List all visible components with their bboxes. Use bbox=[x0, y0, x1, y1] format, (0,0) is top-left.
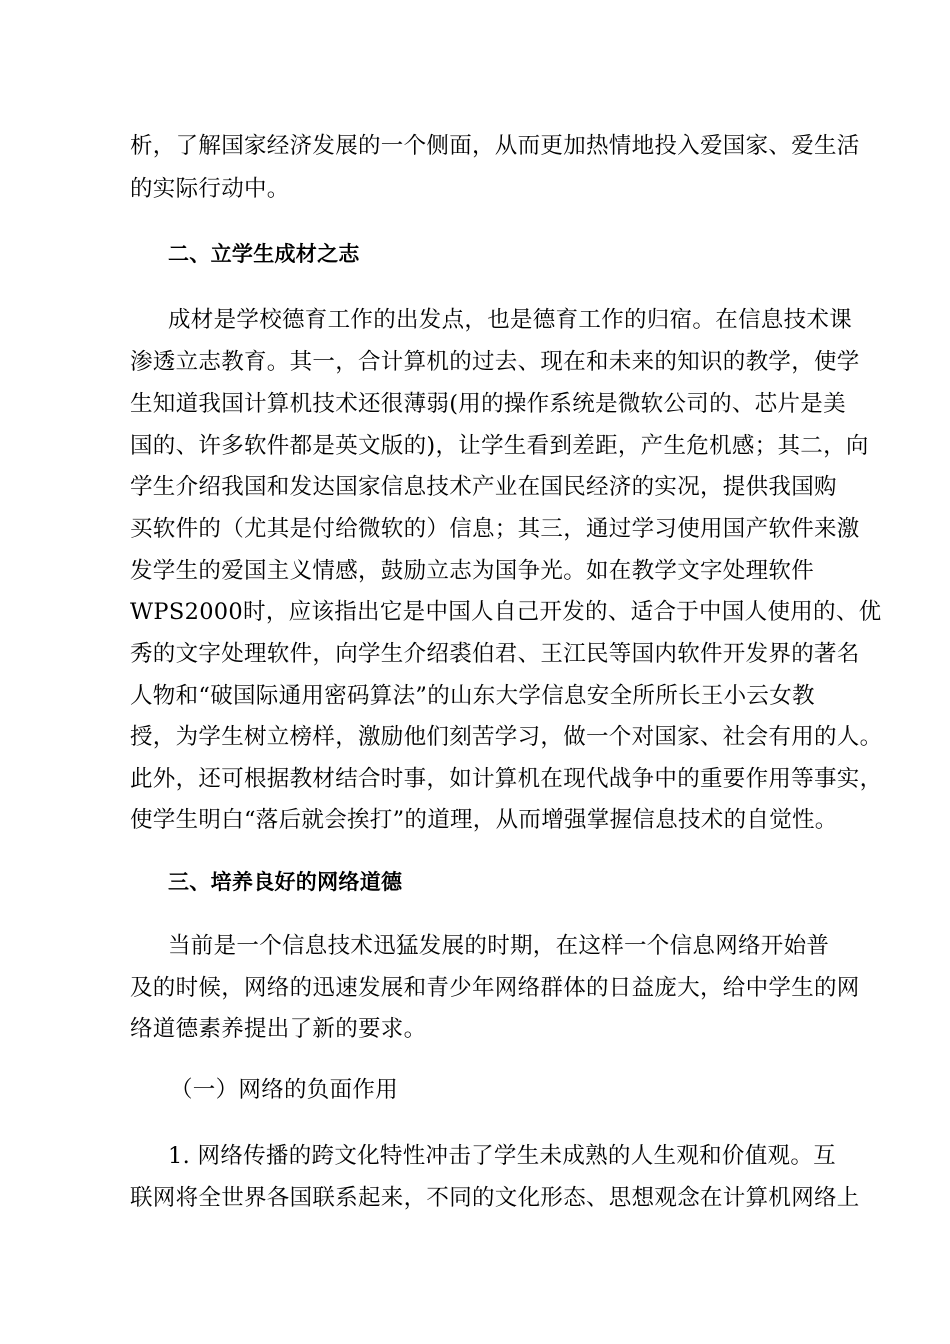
section-2-line-2: 渗透立志教育。其一，合计算机的过去、现在和未来的知识的教学，使学 bbox=[130, 349, 860, 375]
section-2-line-11: 授，为学生树立榜样，激励他们刻苦学习，做一个对国家、社会有用的人。 bbox=[130, 724, 883, 750]
section-3-heading: 三、培养良好的网络道德 bbox=[168, 870, 403, 894]
section-2-line-3: 生知道我国计算机技术还很薄弱(用的操作系统是微软公司的、芯片是美 bbox=[130, 391, 846, 417]
section-3-subheading: （一）网络的负面作用 bbox=[170, 1077, 399, 1103]
point-1-line-2: 联网将全世界各国联系起来，不同的文化形态、思想观念在计算机网络上 bbox=[130, 1185, 860, 1211]
section-2-line-6: 买软件的（尤其是付给微软的）信息；其三，通过学习使用国产软件来激 bbox=[130, 516, 860, 542]
intro-line-2: 的实际行动中。 bbox=[130, 176, 290, 202]
section-2-line-4: 国的、许多软件都是英文版的)，让学生看到差距，产生危机感；其二，向 bbox=[130, 433, 869, 459]
point-1-line-1: 1. 网络传播的跨文化特性冲击了学生未成熟的人生观和价值观。互 bbox=[168, 1143, 836, 1169]
section-2-line-10: 人物和“破国际通用密码算法”的山东大学信息安全所所长王小云女教 bbox=[130, 683, 815, 709]
section-2-line-12: 此外，还可根据教材结合时事，如计算机在现代战争中的重要作用等事实， bbox=[130, 766, 883, 792]
section-2-line-8: WPS2000时，应该指出它是中国人自己开发的、适合于中国人使用的、优 bbox=[130, 599, 882, 625]
section-3-line-2: 及的时候，网络的迅速发展和青少年网络群体的日益庞大，给中学生的网 bbox=[130, 975, 860, 1001]
section-2-line-5: 学生介绍我国和发达国家信息技术产业在国民经济的实况，提供我国购 bbox=[130, 474, 837, 500]
section-2-line-9: 秀的文字处理软件，向学生介绍裘伯君、王江民等国内软件开发界的著名 bbox=[130, 641, 860, 667]
intro-line-1: 析，了解国家经济发展的一个侧面，从而更加热情地投入爱国家、爱生活 bbox=[130, 133, 860, 159]
section-2-line-1: 成材是学校德育工作的出发点，也是德育工作的归宿。在信息技术课 bbox=[168, 307, 853, 333]
section-2-heading: 二、立学生成材之志 bbox=[168, 242, 360, 266]
section-3-line-1: 当前是一个信息技术迅猛发展的时期，在这样一个信息网络开始普 bbox=[168, 933, 830, 959]
section-3-line-3: 络道德素养提出了新的要求。 bbox=[130, 1016, 427, 1042]
section-2-line-7: 发学生的爱国主义情感，鼓励立志为国争光。如在教学文字处理软件 bbox=[130, 558, 815, 584]
section-2-line-13: 使学生明白“落后就会挨打”的道理，从而增强掌握信息技术的自觉性。 bbox=[130, 807, 838, 833]
